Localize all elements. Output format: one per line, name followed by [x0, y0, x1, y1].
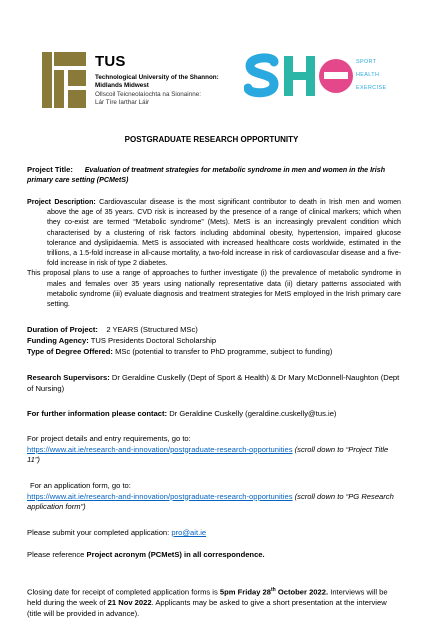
details-link-row — [27, 445, 401, 466]
funding-label: Funding Agency: — [27, 336, 89, 345]
description-label: Project Description: — [27, 198, 96, 206]
details-intro: For project details and entry requirements, go to: — [27, 434, 191, 443]
tus-name-line1: Technological University of the Shannon: — [95, 74, 219, 81]
she-logo — [244, 50, 414, 110]
application-link-row — [27, 492, 401, 513]
funding-row — [27, 336, 401, 347]
reference-bold: Project acronym (PCMetS) in all correspondence. — [86, 550, 265, 559]
tus-crest-icon — [40, 50, 88, 110]
application-link[interactable]: https://www.ait.ie/research-and-innovation/postgraduate-research-opportunities — [27, 491, 293, 501]
she-label-health: HEALTH — [356, 72, 380, 78]
description-text-2: This proposal plans to use a range of approaches to further investigate (i) the prevalence of metabolic syndrome in males and females over 35 years using nationally representative data (ii) dietary patterns associated with metabolic syndrome (iii) evaluate diagnosis and treatment strategies for MetS employed in the Irish primary care setting. — [27, 269, 401, 309]
closing-text-3: . Applicants may be asked to give a short presentation at the interview (title will be provided in advance). — [27, 598, 387, 618]
contact-label: For further information please contact: — [27, 409, 168, 418]
degree-label: Type of Degree Offered: — [27, 347, 113, 356]
reference-text: Please reference — [27, 550, 85, 559]
project-title-text: Evaluation of treatment strategies for metabolic syndrome in men and women in the Irish primary care setting (PCMetS) — [27, 166, 386, 185]
contact-value: Dr Geraldine Cuskelly (geraldine.cuskelly@tus.ie) — [169, 409, 337, 418]
degree-row — [27, 347, 401, 358]
details-link[interactable]: https://www.ait.ie/research-and-innovation/postgraduate-research-opportunities — [27, 444, 293, 454]
supervisors-row — [27, 373, 401, 394]
description-text-1: Cardiovascular disease is the most significant contributor to death in Irish men and women above the age of 35 years. CVD risk is increased by the presence of a range of clinical markers; which when they co-exist are termed “Metabolic syndrome” (Mets). MetS is an increasingly prevalent condition which characterised by a clustering of risk factors including abdominal obesity, hypertension, impaired glucose tolerance and dyslipidaemia. MetS is associated with increased healthcare costs worldwide, estimated in the trillions, a 1.5-fold increase in all-cause mortality, a two-fold increase in risk of cardiovascular disease and a five-fold increase in risk of type 2 diabetes. — [47, 198, 401, 268]
description-para-2 — [27, 268, 401, 309]
closing-date-suffix: th — [271, 587, 276, 593]
closing-text-1: Closing date for receipt of completed application forms is — [27, 587, 218, 597]
supervisors-label: Research Supervisors: — [27, 373, 110, 382]
interview-date: 21 Nov 2022 — [107, 598, 152, 608]
tus-name-line2: Midlands Midwest — [95, 82, 149, 89]
tus-name-line3: Ollscoil Teicneolaíochta na Sionainne: — [95, 91, 201, 98]
details-note: (scroll down to “Project Title 11”) — [27, 444, 389, 465]
tus-logo — [40, 50, 240, 120]
she-letters-icon — [244, 50, 354, 110]
tus-name-line4: Lár Tíre Iarthar Láir — [95, 99, 150, 106]
submit-text: Please submit your completed application: — [27, 528, 170, 537]
funding-value: TUS Presidents Doctoral Scholarship — [90, 336, 217, 345]
project-description — [27, 197, 401, 309]
reference-row — [27, 550, 401, 561]
tus-short-name: TUS — [95, 53, 126, 70]
project-title-label: Project Title: — [27, 165, 73, 174]
supervisors-value: Dr Geraldine Cuskelly (Dept of Sport & Health) & Dr Mary McDonnell-Naughton (Dept of Nursing) — [27, 373, 400, 393]
application-block — [27, 481, 401, 513]
closing-block — [27, 585, 401, 619]
degree-value: MSc (potential to transfer to PhD programme, subject to funding) — [115, 347, 333, 356]
closing-text-2: Interviews will be held during the week of — [27, 587, 388, 608]
application-intro: For an application form, go to: — [30, 481, 131, 490]
she-label-exercise: EXERCISE — [356, 85, 387, 91]
application-note: (scroll down to “PG Research application form”) — [27, 491, 394, 512]
page-heading: POSTGRADUATE RESEARCH OPPORTUNITY — [124, 135, 299, 144]
submit-email-link[interactable]: pro@ait.ie — [171, 528, 207, 537]
closing-date: 5pm Friday 28 — [219, 587, 271, 597]
duration-row — [27, 325, 401, 336]
duration-label: Duration of Project: — [27, 325, 98, 334]
description-para-1 — [27, 197, 401, 268]
submit-row — [27, 528, 401, 539]
she-label-sport: SPORT — [356, 59, 377, 65]
closing-date-month: October 2022. — [277, 587, 329, 597]
contact-row — [27, 409, 401, 420]
project-title-block — [27, 165, 401, 185]
details-block — [27, 434, 401, 466]
duration-value: 2 YEARS (Structured MSc) — [106, 325, 198, 334]
